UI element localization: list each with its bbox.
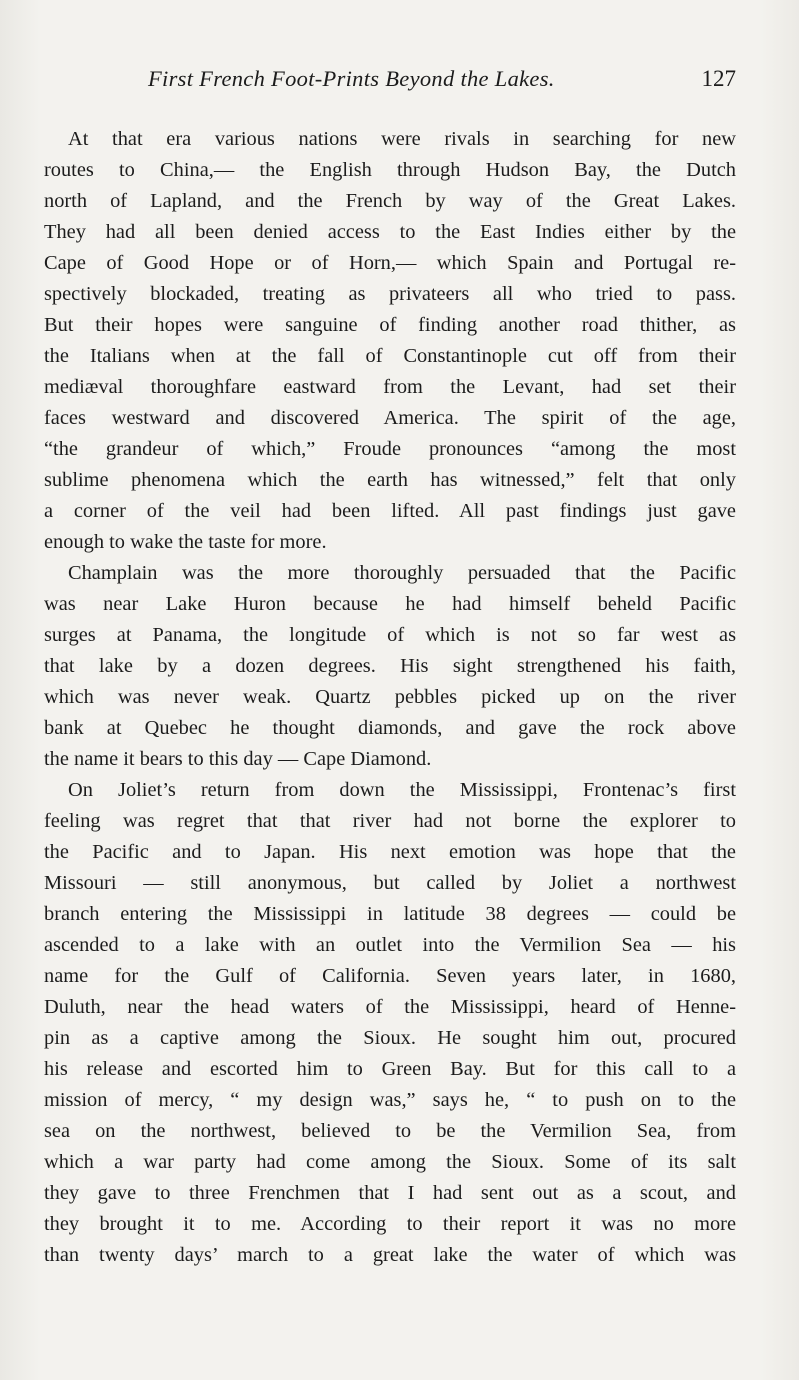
text-line: which was never weak. Quartz pebbles picked up on the river xyxy=(44,686,736,708)
text-line: faces westward and discovered America. The spirit of the age, xyxy=(44,407,736,429)
text-line: branch entering the Mississippi in latitude 38 degrees — could be xyxy=(44,903,736,925)
text-line: the Italians when at the fall of Constantinople cut off from their xyxy=(44,345,736,367)
text-line: they brought it to me. According to their report it was no more xyxy=(44,1213,736,1235)
page-number: 127 xyxy=(701,66,736,91)
text-line: that lake by a dozen degrees. His sight strengthened his faith, xyxy=(44,655,736,677)
text-line: feeling was regret that that river had not borne the explorer to xyxy=(44,810,736,832)
text-line: mediæval thoroughfare eastward from the Levant, had set their xyxy=(44,376,736,398)
text-line: the Pacific and to Japan. His next emotion was hope that the xyxy=(44,841,736,863)
text-line: they gave to three Frenchmen that I had sent out as a scout, and xyxy=(44,1182,736,1204)
text-line: On Joliet’s return from down the Mississippi, Frontenac’s first xyxy=(68,779,736,801)
paragraph-2 xyxy=(44,558,736,775)
text-line: spectively blockaded, treating as privateers all who tried to pass. xyxy=(44,283,736,305)
text-line: sublime phenomena which the earth has witnessed,” felt that only xyxy=(44,469,736,491)
paragraph-3 xyxy=(44,775,736,1271)
text-line: which a war party had come among the Sioux. Some of its salt xyxy=(44,1151,736,1173)
text-line: mission of mercy, “ my design was,” says he, “ to push on to the xyxy=(44,1089,736,1111)
text-line: than twenty days’ march to a great lake the water of which was xyxy=(44,1244,736,1266)
text-line: name for the Gulf of California. Seven years later, in 1680, xyxy=(44,965,736,987)
text-line: At that era various nations were rivals in searching for new xyxy=(68,128,736,150)
body-text xyxy=(44,124,736,1271)
text-line: his release and escorted him to Green Bay. But for this call to a xyxy=(44,1058,736,1080)
running-head xyxy=(44,66,736,100)
text-line: They had all been denied access to the East Indies either by the xyxy=(44,221,736,243)
text-line: pin as a captive among the Sioux. He sought him out, procured xyxy=(44,1027,736,1049)
running-title: First French Foot-Prints Beyond the Lakes. xyxy=(148,66,555,91)
text-line: Champlain was the more thoroughly persuaded that the Pacific xyxy=(68,562,736,584)
text-line: enough to wake the taste for more. xyxy=(44,531,327,553)
text-line: north of Lapland, and the French by way of the Great Lakes. xyxy=(44,190,736,212)
text-line: was near Lake Huron because he had himself beheld Pacific xyxy=(44,593,736,615)
text-line: Duluth, near the head waters of the Mississippi, heard of Henne- xyxy=(44,996,736,1018)
text-line: surges at Panama, the longitude of which is not so far west as xyxy=(44,624,736,646)
text-line: “the grandeur of which,” Froude pronounces “among the most xyxy=(44,438,736,460)
text-line: bank at Quebec he thought diamonds, and gave the rock above xyxy=(44,717,736,739)
text-line: But their hopes were sanguine of finding another road thither, as xyxy=(44,314,736,336)
text-line: Cape of Good Hope or of Horn,— which Spain and Portugal re- xyxy=(44,252,736,274)
text-line: Missouri — still anonymous, but called by Joliet a northwest xyxy=(44,872,736,894)
text-line: sea on the northwest, believed to be the Vermilion Sea, from xyxy=(44,1120,736,1142)
text-line: a corner of the veil had been lifted. All past findings just gave xyxy=(44,500,736,522)
text-line: the name it bears to this day — Cape Diamond. xyxy=(44,748,432,770)
paragraph-1 xyxy=(44,124,736,558)
text-line: routes to China,— the English through Hudson Bay, the Dutch xyxy=(44,159,736,181)
text-line: ascended to a lake with an outlet into the Vermilion Sea — his xyxy=(44,934,736,956)
